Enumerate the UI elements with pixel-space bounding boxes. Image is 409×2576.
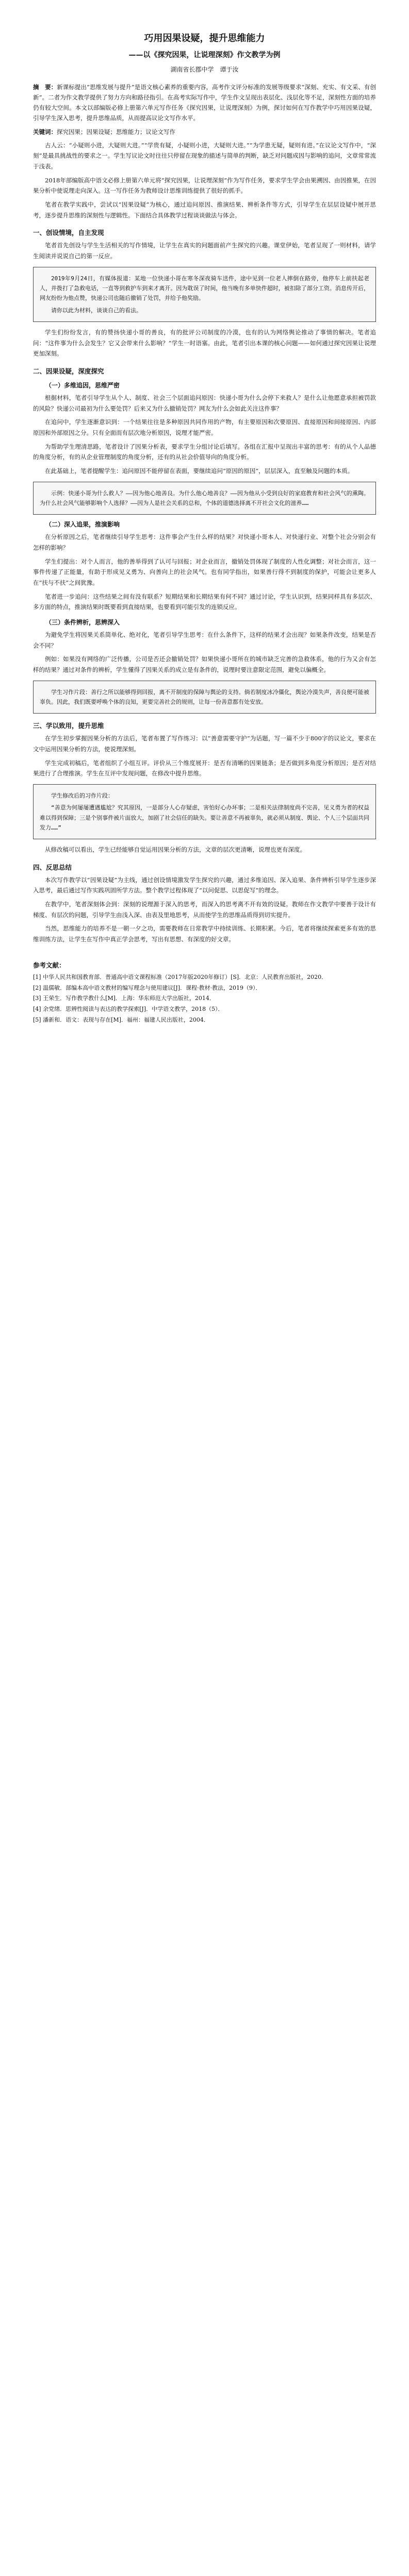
- body-paragraph: 为避免学生将因果关系简单化、绝对化，笔者引导学生思考：在什么条件下，这样的结果才会出现？如果条件改变，结果是否会不同？: [33, 631, 376, 649]
- body-paragraph: 在分析原因之后，笔者继续引导学生思考：这件事会产生什么样的结果？对快递小哥本人、对快递行业、对整个社会分别会有怎样的影响？: [33, 533, 376, 551]
- page-subtitle: ——以《探究因果，让说理深刻》作文教学为例: [128, 51, 281, 59]
- reference-item: [2] 温儒敏．部编本高中语文教材的编写理念与使用建议[J]．课程·教材·教法，2019（9）．: [33, 984, 261, 991]
- quoted-paragraph: 2019年9月24日，有媒体报道：某地一位快递小哥在寒冬深夜骑车送件，途中见到一位老人摔倒在路旁，他停车上前扶起老人，并拨打了急救电话，一直等到救护车到来才离开。因为耽误了时间，他当晚有多单快件超时，被扣除了部分工资。消息传开后，网友纷纷为他点赞，快递公司也随后撤销了处罚，并给予他奖励。: [40, 275, 369, 302]
- body-paragraph: 学生完成初稿后，笔者组织了小组互评。评价从三个维度展开：是否有清晰的因果链条；是否做到多角度分析原因；是否对结果进行了合理推演。学生在互评中发现问题，在修改中提升思维。: [33, 759, 376, 777]
- keywords-label: 关键词：: [33, 128, 57, 135]
- body-paragraph: 例如：如果没有网络的广泛传播，公司是否还会撤销处罚？如果快递小哥所在的城市缺乏完善的急救体系，他的行为又会有怎样的结果？通过对条件的辨析，学生懂得了因果关系的成立是有条件的，说理时要注意限定范围，避免以偏概全。: [33, 655, 376, 674]
- references-title: 参考文献：: [33, 961, 66, 969]
- body-paragraph: 在学生初步掌握因果分析的方法后，笔者布置了写作练习：以“善意需要守护”为话题，写一篇不少于800字的议论文，要求在文中运用因果分析的方法，使说理深刻。: [33, 735, 376, 753]
- abstract-label: 摘 要：: [33, 83, 57, 91]
- reference-item: [1] 中华人民共和国教育部．普通高中语文课程标准（2017年版2020年修订）[S]．北京：人民教育出版社，2020．: [33, 973, 328, 980]
- subsection-heading: （三）条件辨析，思辨深入: [45, 619, 120, 626]
- body-paragraph: 2018年部编版高中语文必修上册第六单元将“探究因果，让说理深刻”作为写作任务，要求学生学会由果溯因、由因推果，在因果分析中使说理走向深入。这一写作任务为教师设计思维训练提供了很好的抓手。: [33, 176, 376, 195]
- references-list: [33, 973, 376, 1025]
- section: [33, 140, 376, 221]
- reference-item: [4] 余党绪．思辨性阅读与表达的教学探索[J]．中学语文教学，2018（5）．: [33, 1005, 224, 1012]
- abstract-text: 新课标提出“思维发展与提升”是语文核心素养的重要内容，高考作文评分标准的发展等级要求“深刻、充实、有文采、有创新”。二者为作文教学提供了努力方向和路径指引。在高考实际写作中，学生作文呈现出表层化、浅层化等不足，深刻性方面的培养仍有较大空间。本文以部编版必修上册第六单元写作任务《探究因果，让说理深刻》为例，探讨如何在写作教学中巧用因果设疑，引导学生深入思考，提升思维品质，从而提高议论文写作水平。: [33, 83, 376, 122]
- keywords-text: 探究因果；因果设疑；思维能力；议论文写作: [57, 128, 175, 135]
- subsection-heading: （一）多维追因，思维严密: [45, 381, 120, 389]
- body-paragraph: 本次写作教学以“因果设疑”为主线，通过创设情境激发学生探究的兴趣，通过多维追因、深入追果、条件辨析引导学生逐步深入思考，最后通过写作实践巩固所学方法。整个教学过程体现了“以问促思、以思促写”的理念。: [33, 876, 376, 894]
- quoted-material-box: [33, 482, 376, 515]
- body-paragraph: 在教学中，笔者深刻体会到：深刻的说理源于深入的思考，而深入的思考离不开有效的设疑。教师在作文教学中要善于设计有梯度、有层次的问题，引导学生由浅入深、由表及里地思考，从而使学生的思维品质得到切实提升。: [33, 901, 376, 919]
- reference-item: [3] 王荣生．写作教学教什么[M]．上海：华东师范大学出版社，2014．: [33, 995, 215, 1002]
- quoted-paragraph: 请你以此为材料，谈谈自己的看法。: [51, 307, 142, 314]
- quoted-paragraph: 学生修改后的习作片段：: [51, 792, 113, 799]
- keywords: [33, 127, 376, 137]
- section: [33, 862, 376, 945]
- body-sections: [33, 140, 376, 945]
- body-paragraph: 当然，思维能力的培养不是一朝一夕之功，需要教师在日常教学中持续训练、长期积累。今后，笔者将继续探索更多有效的思维训练方法，让学生在写作中真正学会思考，写出有思想、有深度的好文章。: [33, 925, 376, 943]
- body-paragraph: 根据材料，笔者引导学生从个人、制度、社会三个层面追问原因：快递小哥为什么会停下来救人？是什么让他愿意承担被罚款的风险？快递公司最初为什么要处罚？后来又为什么撤销处罚？网友为什么会如此关注这件事？: [33, 394, 376, 412]
- section-heading: 二、因果设疑，深度探究: [33, 367, 104, 375]
- body-paragraph: 学生们提出：对个人而言，他的善举得到了认可与回报；对企业而言，撤销处罚体现了制度的人性化调整；对社会而言，这一事件传递了正能量，有助于形成见义勇为、向善向上的社会风气。也有同学指出，如果善行得不到制度的保护，可能会让更多人在“扶与不扶”之间犹豫。: [33, 557, 376, 586]
- body-paragraph: 笔者首先创设与学生生活相关的写作情境，让学生在真实的问题面前产生探究的兴趣。课堂伊始，笔者呈现了一则材料，请学生阅读并说说自己的第一反应。: [33, 242, 376, 260]
- page-title: 巧用因果设疑，提升思维能力: [144, 33, 265, 44]
- body-paragraph: 从修改稿可以看出，学生已经能够自觉运用因果分析的方法，文章的层次更清晰，说理也更有深度。: [45, 846, 306, 853]
- body-paragraph: 为帮助学生理清思路，笔者设计了因果分析表，要求学生分组讨论后填写。各组在汇报中呈现出丰富的思考：有的从个人品德的角度分析，有的从企业管理制度的角度分析，还有的从社会价值导向的角度分析。: [33, 443, 376, 461]
- section: [33, 228, 376, 359]
- section-heading: 一、创设情境，自主发现: [33, 229, 104, 237]
- quoted-material-box: [33, 267, 376, 322]
- body-paragraph: 笔者进一步追问：这些结果之间有没有联系？短期结果和长期结果有何不同？通过讨论，学生认识到，结果同样具有多层次、多方面的特点，推演结果时既要看到直接结果，也要看到可能引发的连锁反应。: [33, 592, 376, 611]
- author-line: 湖南省长郡中学 谭于汝: [170, 66, 239, 73]
- section-heading: 四、反思总结: [33, 863, 72, 871]
- quoted-paragraph: “善意为何屡屡遭遇尴尬？究其原因，一是部分人心存疑虑，害怕好心办坏事；二是相关法律制度尚不完善，见义勇为者的权益难以得到保障；三是个别事件被片面放大，加剧了社会信任的缺失。要让善意不再被辜负，就必须从制度、舆论、个人三个层面共同发力……”: [40, 804, 369, 831]
- quoted-material-box: [33, 784, 376, 839]
- body-paragraph: 在追问中，学生逐渐意识到：一个结果往往是多种原因共同作用的产物，有主要原因和次要原因、直接原因和间接原因、内部原因和外部原因之分。只有全面而有层次地分析原因，说理才能严密。: [33, 418, 376, 436]
- references: [33, 960, 376, 1025]
- quoted-paragraph: 学生习作片段：善行之所以能够得到回报，离不开制度的保障与舆论的支持。倘若制度冰冷僵化，舆论冷漠失声，善良便可能被辜负。因此，我们既要呼唤个体的良知，更要完善社会的规则，让每一份善意都有处安放。: [40, 688, 369, 705]
- reference-item: [5] 潘新和．语文：表现与存在[M]．福州：福建人民出版社，2004．: [33, 1016, 209, 1023]
- quoted-paragraph: 示例：快递小哥为什么救人？——因为他心地善良。为什么他心地善良？——因为他从小受到良好的家庭教育和社会风气的熏陶。为什么社会风气能够影响个人选择？——因为人是社会关系的总和，个体的道德选择离不开社会文化的滋养……: [40, 489, 369, 506]
- section: [33, 721, 376, 855]
- abstract: [33, 82, 376, 124]
- subsection-heading: （二）深入追果，推演影响: [45, 521, 120, 529]
- body-paragraph: 古人云：“小疑则小进，大疑则大进。”“学贵有疑，小疑则小进，大疑则大进。”“为学患无疑，疑则有进。”在议论文写作中，“深刻”是最具挑战性的要求之一。学生写议论文时往往只停留在现象的描述与简单的判断，缺乏对问题成因与影响的追问，文章常常流于浅表。: [33, 141, 376, 170]
- quoted-material-box: [33, 681, 376, 714]
- section-heading: 三、学以致用，提升思维: [33, 722, 104, 730]
- body-paragraph: 笔者在教学实践中，尝试以“因果设疑”为核心，通过追问原因、推演结果、辨析条件等方式，引导学生在层层设疑中展开思考，逐步提升思维的深刻性与逻辑性。下面结合具体教学过程谈谈做法与体会。: [33, 201, 376, 219]
- body-paragraph: 学生们纷纷发言，有的赞扬快递小哥的善良，有的批评公司制度的冷漠，也有的认为网络舆论推动了事情的解决。笔者追问：“这件事为什么会发生？它又会带来什么影响？”学生一时语塞。由此，笔者引出本课的核心问题——如何通过探究因果让说理更加深刻。: [33, 328, 376, 358]
- body-paragraph: 在此基础上，笔者提醒学生：追问原因不能停留在表面，要继续追问“原因的原因”，层层深入，直至触及问题的本质。: [45, 467, 354, 474]
- section: [33, 366, 376, 714]
